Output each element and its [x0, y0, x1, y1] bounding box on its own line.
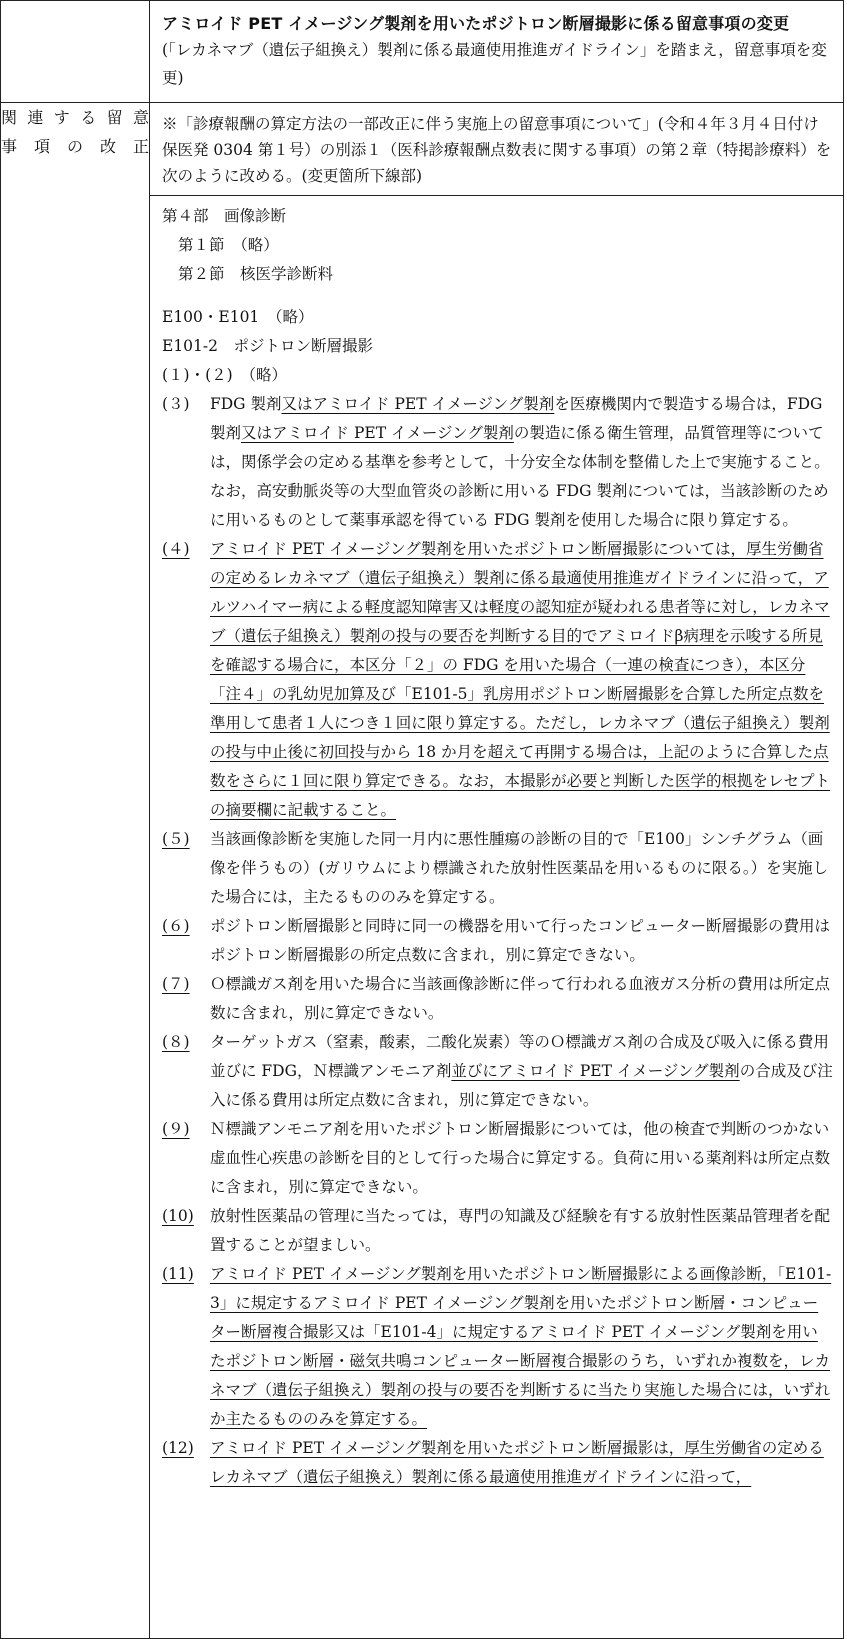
item-10: (10) 放射性医薬品の管理に当たっては，専門の知識及び経験を有する放射性医薬品管理者を配置することが望ましい。 — [162, 1202, 833, 1260]
item-7: (７) Ｏ標識ガス剤を用いた場合に当該画像診断に伴って行われる血液ガス分析の費用は所定点数に含まれ，別に算定できない。 — [162, 970, 833, 1028]
underlined-change: アミロイド PET イメージング製剤を用いたポジトロン断層撮影は，厚生労働省の定めるレカネマブ（遺伝子組換え）製剤に係る最適使用推進ガイドラインに沿って， — [210, 1439, 824, 1486]
item-11 — [162, 1260, 833, 1434]
item-number: (10) — [162, 1207, 194, 1225]
item-number: (６) — [162, 917, 190, 935]
header-title: アミロイド PET イメージング製剤を用いたポジトロン断層撮影に係る留意事項の変更 — [162, 14, 790, 33]
body-text — [150, 196, 843, 1492]
item-number: (12) — [162, 1439, 194, 1457]
item-number: (９) — [162, 1120, 190, 1138]
item-6: (６) ポジトロン断層撮影と同時に同一の機器を用いて行ったコンピューター断層撮影の費用はポジトロン断層撮影の所定点数に含まれ，別に算定できない。 — [162, 912, 833, 970]
part-heading: 第４部 画像診断 — [162, 207, 287, 225]
header-subtitle: (「レカネマブ（遺伝子組換え）製剤に係る最適使用推進ガイドライン」を踏まえ，留意事項を変更) — [162, 41, 827, 87]
item-3: (３) FDG 製剤又はアミロイド PET イメージング製剤を医療機関内で製造する場合は，FDG 製剤又はアミロイド PET イメージング製剤の製造に係る衛生管理，品質管理等については，関係学会の定める基準を参考として，十分安全な体制を整備した上で実施すること。なお，高安動脈炎等の大型血管炎の診断に用いる FDG 製剤については，当該診断のために用いるものとして薬事承認を得ている FDG 製剤を使用した場合に限り算定する。 — [162, 390, 833, 535]
item-8: (８) ターゲットガス（窒素，酸素，二酸化炭素）等のＯ標識ガス剤の合成及び吸入に係る費用並びに FDG，Ｎ標識アンモニア剤並びにアミロイド PET イメージング製剤の合成及び注入に係る費用は所定点数に含まれ，別に算定できない。 — [162, 1028, 833, 1115]
e100-e101-line: E100・E101 （略） — [162, 308, 314, 326]
item-number: (７) — [162, 975, 190, 993]
item-number: (８) — [162, 1033, 190, 1051]
item-5: (５) 当該画像診断を実施した同一月内に悪性腫瘍の診断の目的で「E100」シンチグラム（画像を伴うもの）(ガリウムにより標識された放射性医薬品を用いるものに限る。）を実施した場合には，主たるもののみを算定する。 — [162, 825, 833, 912]
underlined-change: 並びにアミロイド PET イメージング製剤 — [451, 1062, 740, 1080]
revision-note: ※「診療報酬の算定方法の一部改正に伴う実施上の留意事項について」(令和４年３月４日付け保医発 0304 第１号）の別添１（医科診療報酬点数表に関する事項）の第２章（特掲診療料）を次のように改める。(変更箇所下線部) — [162, 115, 832, 185]
note-cell — [150, 103, 844, 196]
item-number: (11) — [162, 1265, 194, 1283]
row-label — [1, 103, 149, 161]
underlined-change: アミロイド PET イメージング製剤を用いたポジトロン断層撮影による画像診断，「E101-3」に規定するアミロイド PET イメージング製剤を用いたポジトロン断層・コンピューター断層複合撮影又は「E101-4」に規定するアミロイド PET イメージング製剤を用いたポジトロン断層・磁気共鳴コンピューター断層複合撮影のうち，いずれか複数を，レカネマブ（遺伝子組換え）製剤の投与の要否を判断するに当たり実施した場合には，いずれか主たるもののみを算定する。 — [210, 1265, 832, 1428]
row-label-cell — [1, 103, 150, 1639]
item-12 — [162, 1434, 833, 1492]
header-right-cell — [150, 1, 844, 103]
e101-2-heading: E101-2 ポジトロン断層撮影 — [162, 337, 373, 355]
item-number: (５) — [162, 830, 190, 848]
section2-heading: 第２節 核医学診断料 — [178, 265, 334, 283]
underlined-change: 又はアミロイド PET イメージング製剤 — [281, 395, 555, 413]
row-label-line2: 事 項 の 改 正 — [1, 137, 149, 156]
item-9: (９) Ｎ標識アンモニア剤を用いたポジトロン断層撮影については，他の検査で判断のつかない虚血性心疾患の診断を目的として行った場合に算定する。負荷に用いる薬剤料は所定点数に含まれ，別に算定できない。 — [162, 1115, 833, 1202]
item-4 — [162, 535, 833, 825]
header-row — [1, 1, 844, 103]
items-1-2-line: (１)・(２) （略） — [162, 366, 287, 384]
item-number: (３) — [162, 395, 190, 413]
item-number: (４) — [162, 540, 190, 558]
note-row — [1, 103, 844, 196]
row-label-line1: 関連する留意 — [1, 108, 149, 127]
underlined-change: 又はアミロイド PET イメージング製剤 — [241, 424, 514, 442]
section1-heading: 第１節 （略） — [178, 236, 279, 254]
underlined-change: アミロイド PET イメージング製剤を用いたポジトロン断層撮影については，厚生労働省の定めるレカネマブ（遺伝子組換え）製剤に係る最適使用推進ガイドラインに沿って，アルツハイマー病による軽度認知障害又は軽度の認知症が疑われる患者等に対し，レカネマブ（遺伝子組換え）製剤の投与の要否を判断する目的でアミロイドβ病理を示唆する所見を確認する場合に，本区分「２」の FDG を用いた場合（一連の検査につき），本区分「注４」の乳幼児加算及び「E101-5」乳房用ポジトロン断層撮影を合算した所定点数を準用して患者１人につき１回に限り算定する。ただし，レカネマブ（遺伝子組換え）製剤の投与中止後に初回投与から 18 か月を超えて再開する場合は，上記のように合算した点数をさらに１回に限り算定できる。なお，本撮影が必要と判断した医学的根拠をレセプトの摘要欄に記載すること。 — [210, 540, 831, 819]
header-left-cell — [1, 1, 150, 103]
body-cell — [150, 196, 844, 1639]
